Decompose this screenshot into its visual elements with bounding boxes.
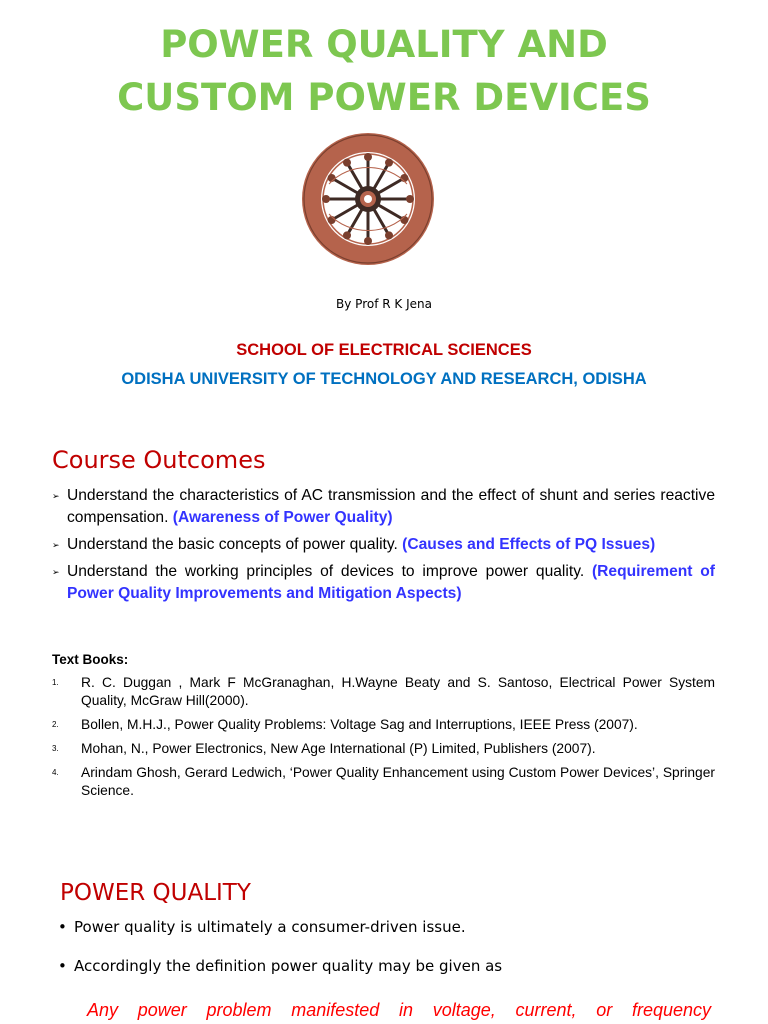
university-name: ODISHA UNIVERSITY OF TECHNOLOGY AND RESEARCH, ODISHA [121, 370, 647, 388]
arrow-bullet-icon: ➢ [52, 491, 60, 501]
arrow-bullet-icon: ➢ [52, 540, 60, 550]
book-item [52, 716, 715, 734]
outcome-item [52, 561, 715, 605]
book-item [52, 740, 715, 758]
bullet-dot-icon: • [58, 918, 67, 936]
outcome-highlight: (Requirement of Power Quality Improvements and Mitigation Aspects) [67, 563, 715, 602]
text-books-list [52, 674, 715, 806]
text-books-heading: Text Books: [52, 652, 129, 667]
bullet-text: Accordingly the definition power quality may be given as [74, 957, 503, 975]
arrow-bullet-icon: ➢ [52, 567, 60, 577]
university-seal-logo [299, 132, 437, 266]
book-text: Arindam Ghosh, Gerard Ledwich, ‘Power Quality Enhancement using Custom Power Devices’, Springer Science. [81, 765, 715, 798]
school-name: SCHOOL OF ELECTRICAL SCIENCES [236, 341, 532, 359]
power-quality-definition: Any power problem manifested in voltage, current, or frequency [87, 1000, 711, 1020]
power-quality-heading: POWER QUALITY [60, 880, 251, 906]
outcome-text: Understand the working principles of devices to improve power quality. [67, 563, 592, 580]
document-title [0, 18, 768, 124]
seal-spoke-head [364, 237, 372, 245]
outcome-item [52, 485, 715, 529]
seal-spoke-head [385, 231, 393, 239]
outcome-text: Understand the basic concepts of power quality. [67, 536, 403, 553]
seal-spoke-head [364, 153, 372, 161]
bullet-text: Power quality is ultimately a consumer-driven issue. [74, 918, 466, 936]
outcome-text: Understand the characteristics of AC transmission and the effect of shunt and series reactive compensation. [67, 487, 715, 526]
title-line-2: CUSTOM POWER DEVICES [117, 76, 651, 119]
book-number: 1. [52, 678, 59, 687]
outcome-item [52, 534, 715, 556]
bullet-item [58, 957, 718, 975]
seal-spoke-head [343, 159, 351, 167]
course-outcomes-heading: Course Outcomes [52, 446, 266, 474]
book-number: 3. [52, 744, 59, 753]
title-line-1: POWER QUALITY AND [160, 23, 608, 66]
course-outcomes-list [52, 485, 715, 610]
outcome-highlight: (Causes and Effects of PQ Issues) [402, 536, 656, 553]
bullet-item [58, 918, 718, 936]
seal-spoke-head [343, 231, 351, 239]
seal-spoke-head [385, 159, 393, 167]
book-item [52, 764, 715, 800]
bullet-dot-icon: • [58, 957, 67, 975]
book-text: R. C. Duggan , Mark F McGranaghan, H.Wayne Beaty and S. Santoso, Electrical Power System Quality, McGraw Hill(2000). [81, 675, 715, 708]
book-number: 4. [52, 768, 59, 777]
power-quality-bullets [58, 918, 718, 996]
book-item [52, 674, 715, 710]
seal-spoke-head [322, 195, 330, 203]
seal-spoke-head [406, 195, 414, 203]
author-byline: By Prof R K Jena [336, 297, 432, 311]
book-text: Mohan, N., Power Electronics, New Age International (P) Limited, Publishers (2007). [81, 741, 596, 756]
book-number: 2. [52, 720, 59, 729]
outcome-highlight: (Awareness of Power Quality) [172, 509, 393, 526]
book-text: Bollen, M.H.J., Power Quality Problems: Voltage Sag and Interruptions, IEEE Press (2007). [81, 717, 638, 732]
